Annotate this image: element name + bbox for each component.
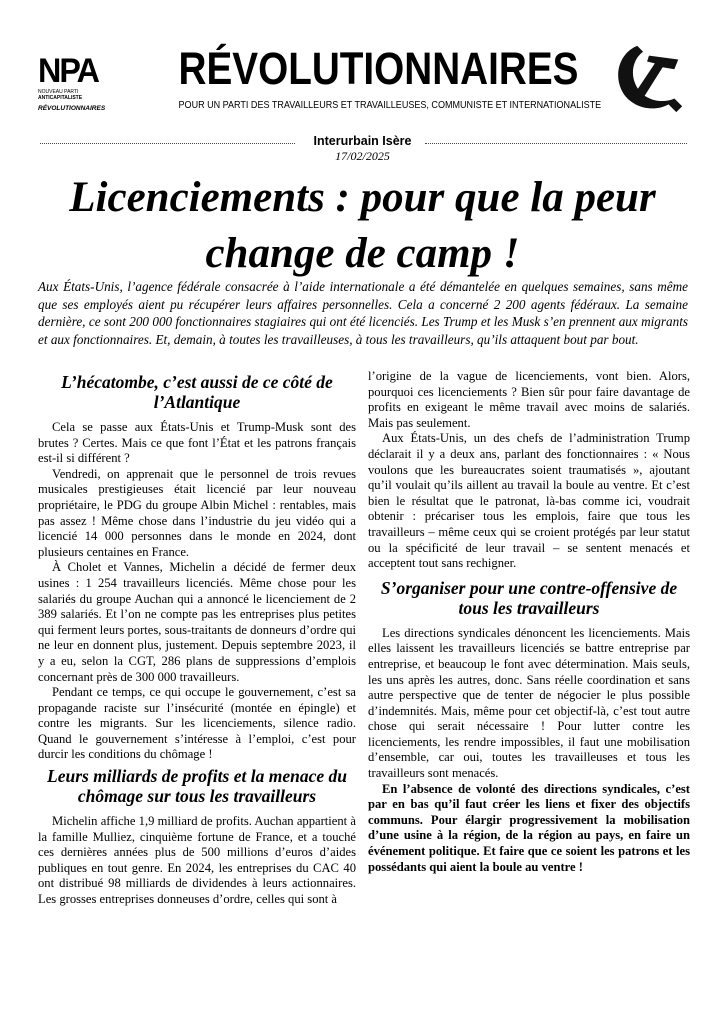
section2-paragraph-2: Aux États-Unis, un des chefs de l’administration Trump déclarait il y a deux ans, parlant des fonctionnaires : « Nous voulons que les bureaucrates soient traumatisés », ajoutant qu’il voulait qu’ils aillent au travail la boule au ventre. Et c’est bien le résultat que le patronat, là-bas comme ici, voudrait obtenir : précariser tous les emplois, faire que tous les travailleurs – même ceux qui se croient protégés par leur statut ou la spécificité de leur travail – se sentent menacés et acceptent tout sans rechigner. xyxy=(368,431,690,571)
section1-paragraph-1: Cela se passe aux États-Unis et Trump-Musk sont des brutes ? Certes. Mais ce que font l’État et les patrons français est-il si différent ? xyxy=(38,420,356,466)
section-title-2: Leurs milliards de profits et la menace du chômage sur tous les travailleurs xyxy=(47,766,347,807)
section1-paragraph-4: Pendant ce temps, ce qui occupe le gouvernement, c’est sa propagande raciste sur l’insécurité (montée en épingle) et contre les migrants. Sur les licenciements, silence radio. Quand le gouvernement s’intéresse à l’emploi, c’est pour durcir les conditions du chômage ! xyxy=(38,685,356,762)
masthead xyxy=(148,43,602,112)
section1-paragraph-3: À Cholet et Vannes, Michelin a décidé de fermer deux usines : 1 254 travailleurs licenciés. Même chose pour les salariés du groupe Auchan qui a annoncé le licenciement de 2 389 salariés. Et l’on ne compte pas les entreprises plus petites qui ferment leurs portes, sous-traitants de donneurs d’ordre qui ne leur en donnent plus, justement. Depuis septembre 2023, il y a eu, selon la CGT, 286 plans de suppressions d’emplois concernant près de 300 000 travailleurs. xyxy=(38,560,356,684)
npa-logo-line1: NOUVEAU PARTI xyxy=(38,89,79,95)
headline xyxy=(20,170,705,282)
header xyxy=(0,0,725,140)
npa-logo-line3: RÉVOLUTIONNAIRES xyxy=(38,105,106,112)
masthead-title: RÉVOLUTIONNAIRES xyxy=(178,43,579,94)
npa-logo-wordmark: NPA xyxy=(38,52,99,90)
masthead-tagline: POUR UN PARTI DES TRAVAILLEURS ET TRAVAILLEUSES, COMMUNISTE ET INTERNATIONALISTE xyxy=(178,99,602,111)
edition-place: Interurbain Isère xyxy=(313,134,412,148)
headline-line2: change de camp ! xyxy=(205,230,520,277)
edition-date: 17/02/2025 xyxy=(335,149,390,163)
intro-paragraph: Aux États-Unis, l’agence fédérale consacrée à l’aide internationale a été démantelée en quelques semaines, sans même que ses employés aient pu récupérer leurs affaires personnelles. Cela a concerné 2 200 agents fédéraux. La semaine dernière, ce sont 200 000 fonctionnaires stagiaires qui ont été licenciés. Les Trump et les Musk s’en prennent aux migrants et aux fonctionnaires. Et, demain, à toutes les travailleuses, à tous les travailleurs, qu’ils attaquent bout par bout. xyxy=(38,279,688,347)
section2-paragraph-1: Michelin affiche 1,9 milliard de profits. Auchan appartient à la famille Mulliez, cinquième fortune de France, et a touché ces dernières années plus de 500 millions d’euros d’aides publiques en tout genre. En 2024, les entreprises du CAC 40 ont distribué 98 milliards de dividendes à leurs actionnaires. Les grosses entreprises donneuses d’ordre, celles qui sont à xyxy=(38,814,356,907)
section2-paragraph-1-continued: l’origine de la vague de licenciements, vont bien. Alors, pourquoi ces licenciements ? Bien sûr pour faire davantage de profits en exigeant le même travail avec moins de salariés. Mais pas seulement. xyxy=(368,369,690,430)
section3-paragraph-2: En l’absence de volonté des directions syndicales, c’est par en bas qu’il faut créer les liens et fixer des objectifs communs. Pour élargir progressivement la mobilisation d’une usine à la région, de la région au pays, en faire un événement politique. Et faire que ce soient les patrons et les possédants qui aient la boule au ventre ! xyxy=(368,781,690,874)
headline-line1: Licenciements : pour que la peur xyxy=(69,174,656,221)
section-title-3: S’organiser pour une contre-offensive de tous les travailleurs xyxy=(380,577,678,618)
npa-logo[interactable] xyxy=(38,52,118,114)
section1-paragraph-2: Vendredi, on apprenait que le personnel de trois revues musicales prestigieuses était licencié par leur nouveau propriétaire, le PDG du groupe Albin Michel : rentables, mais pas assez ! Même chose dans l’industrie du jeu vidéo qui a licencié 14 000 personnes dans le monde en 2024, dont plusieurs centaines en France. xyxy=(38,466,356,559)
section3-paragraph-1: Les directions syndicales dénoncent les licenciements. Mais elles laissent les travailleurs licenciés se battre entreprise par entreprise, et beaucoup le font avec détermination. Mais seuls, les uns après les autres, donc. Sans réelle coordination et sans autre perspective que de tenter de négocier le plus possible d’indemnités. Mais, même pour cet objectif-là, c’est tout autre chose qui serait nécessaire ! Pour lutter contre les licenciements, les rendre impossibles, il faut une mobilisation d’ensemble, car oui, toutes les travailleuses et tous les travailleurs sont menacés. xyxy=(368,625,690,781)
section-title-1: L’hécatombe, c’est aussi de ce côté de l’Atlantique xyxy=(61,372,333,412)
column-right xyxy=(368,369,690,875)
npa-logo-line2: ANTICAPITALISTE xyxy=(38,95,83,101)
column-left xyxy=(38,369,356,908)
edition-info xyxy=(0,133,725,163)
hammer-sickle-icon xyxy=(610,40,688,118)
